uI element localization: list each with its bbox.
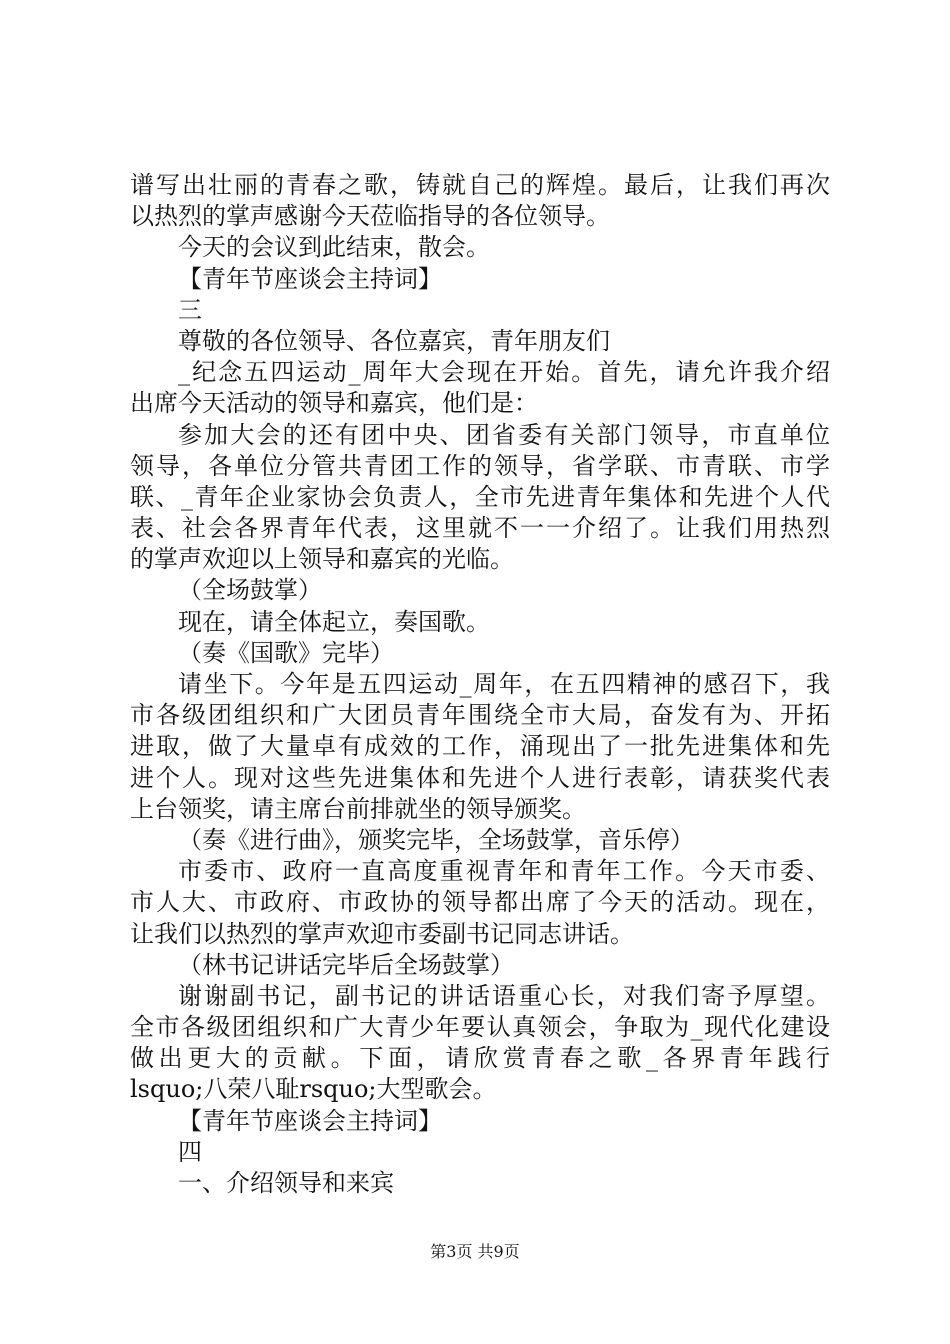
text-line: 谢谢副书记，副书记的讲话语重心长，对我们寄予厚望。 xyxy=(178,981,830,1010)
section-heading: 【青年节座谈会主持词】 xyxy=(178,1106,442,1135)
text-line: 上台领奖，请主席台前排就坐的领导颁奖。 xyxy=(130,794,586,823)
text-line: 参加大会的还有团中央、团省委有关部门领导，市直单位 xyxy=(178,420,830,449)
text-line: 市人大、市政府、市政协的领导都出席了今天的活动。现在， xyxy=(130,888,830,917)
text-line: 领导，各单位分管共青团工作的领导，省学联、市青联、市学 xyxy=(130,451,830,480)
text-line: 今天的会议到此结束，散会。 xyxy=(178,233,490,262)
text-line: （奏《国歌》完毕） xyxy=(178,638,394,667)
text-line: 全市各级团组织和广大青少年要认真领会，争取为_现代化建设 xyxy=(130,1013,830,1042)
text-line: 请坐下。今年是五四运动_周年，在五四精神的感召下，我 xyxy=(178,670,830,698)
section-number: 三 xyxy=(178,295,202,324)
text-line: （全场鼓掌） xyxy=(178,576,322,605)
text-line: 以热烈的掌声感谢今天莅临指导的各位领导。 xyxy=(130,202,610,231)
text-line: 谱写出壮丽的青春之歌，铸就自己的辉煌。最后，让我们再次 xyxy=(130,171,830,199)
text-line: 的掌声欢迎以上领导和嘉宾的光临。 xyxy=(130,545,514,574)
text-line: 让我们以热烈的掌声欢迎市委副书记同志讲话。 xyxy=(130,919,634,948)
text-line: （奏《进行曲》，颁奖完毕，全场鼓掌，音乐停） xyxy=(178,825,694,854)
text-line: 市各级团组织和广大团员青年围绕全市大局，奋发有为、开拓 xyxy=(130,701,830,730)
text-line: 市委市、政府一直高度重视青年和青年工作。今天市委、 xyxy=(178,857,830,886)
document-body xyxy=(130,170,830,1199)
text-line: 进个人。现对这些先进集体和先进个人进行表彰，请获奖代表 xyxy=(130,763,830,792)
text-line: 一、介绍领导和来宾 xyxy=(178,1169,394,1197)
text-line: lsquo;八荣八耻rsquo;大型歌会。 xyxy=(130,1075,497,1104)
text-line: （林书记讲话完毕后全场鼓掌） xyxy=(178,950,514,979)
text-line: 现在，请全体起立，奏国歌。 xyxy=(178,607,490,636)
text-line: 尊敬的各位领导、各位嘉宾，青年朋友们 xyxy=(178,326,610,355)
page-footer xyxy=(0,1240,950,1264)
section-number: 四 xyxy=(178,1137,202,1166)
text-line: 表、社会各界青年代表，这里就不一一介绍了。让我们用热烈 xyxy=(130,514,830,543)
text-line: _纪念五四运动_周年大会现在开始。首先，请允许我介绍 xyxy=(178,358,830,387)
text-line: 做出更大的贡献。下面，请欣赏青春之歌_各界青年践行 xyxy=(130,1044,830,1073)
section-heading: 【青年节座谈会主持词】 xyxy=(178,264,442,293)
text-line: 联、_青年企业家协会负责人，全市先进青年集体和先进个人代 xyxy=(130,482,830,511)
page-number: 第3页 共9页 xyxy=(430,1242,520,1261)
text-line: 进取，做了大量卓有成效的工作，涌现出了一批先进集体和先 xyxy=(130,732,830,761)
text-line: 出席今天活动的领导和嘉宾，他们是： xyxy=(130,389,538,418)
